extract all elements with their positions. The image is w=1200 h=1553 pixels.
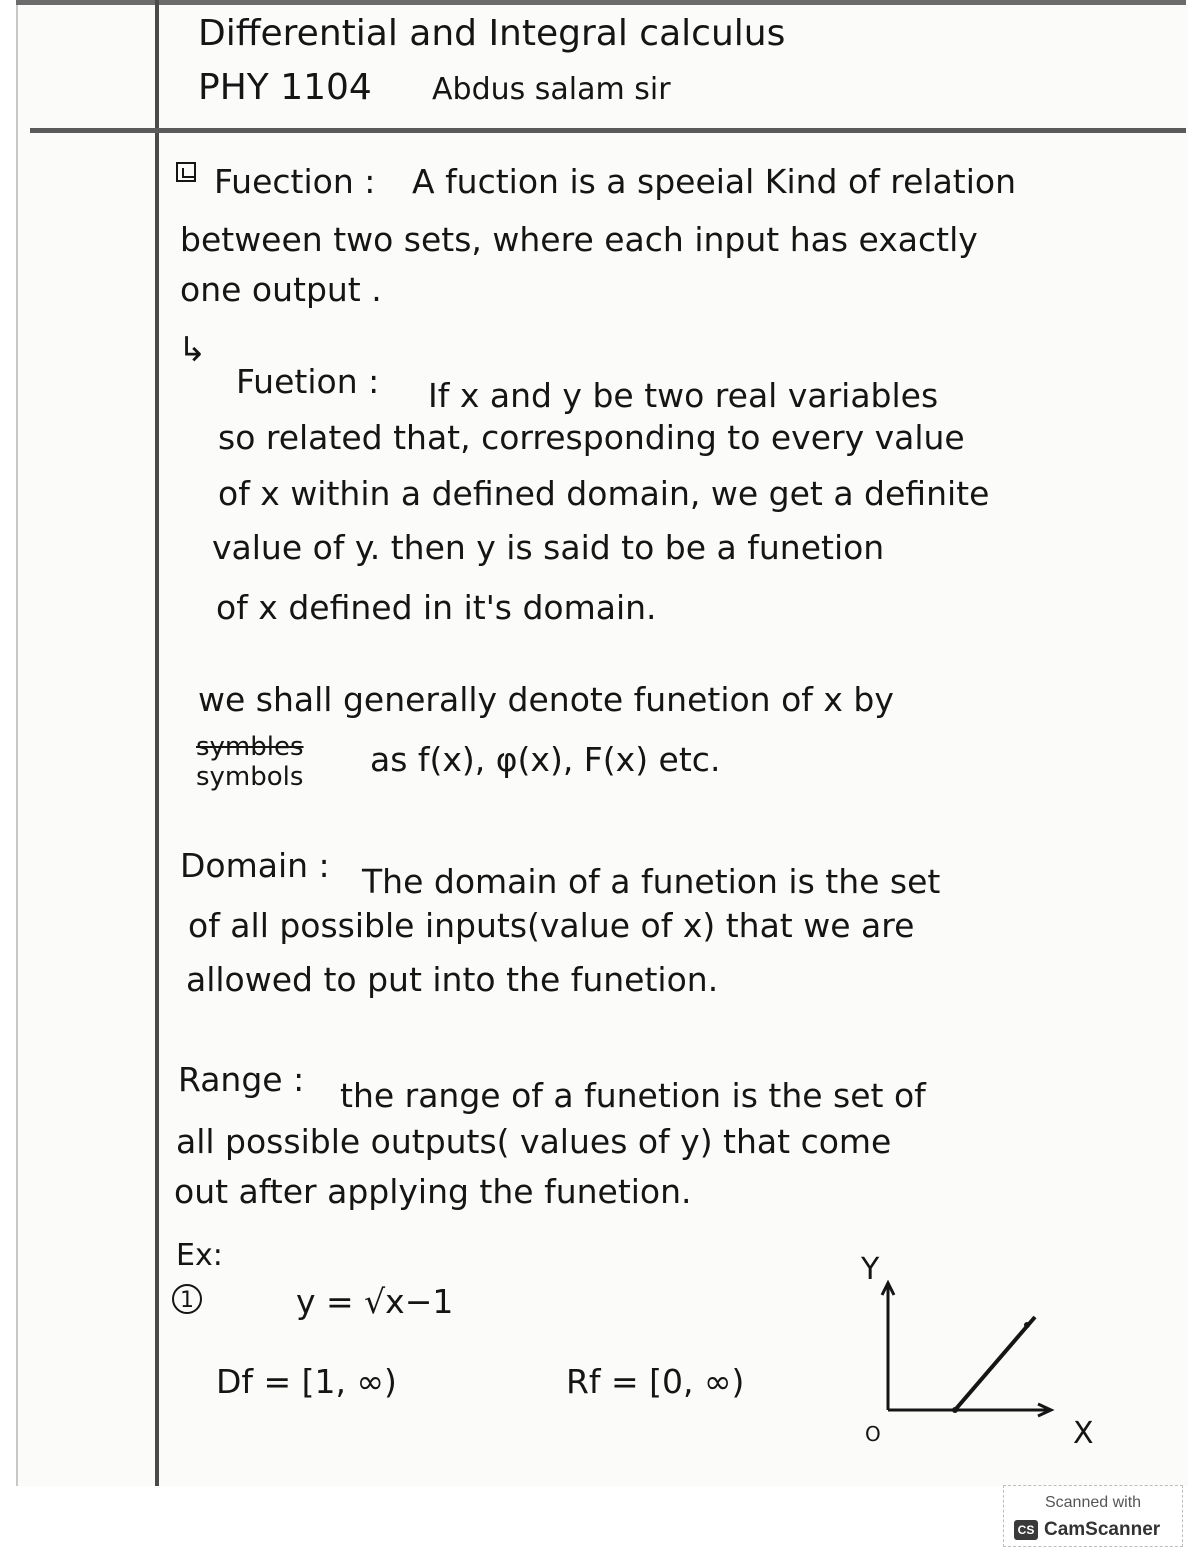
domain-line-1: The domain of a funetion is the set — [362, 862, 941, 901]
margin-line — [155, 0, 159, 1486]
function-alt-line-5: of x defined in it's domain. — [216, 588, 657, 627]
graph-x-label: X — [1073, 1416, 1094, 1451]
domain-line-2: of all possible inputs(value of x) that we are — [188, 906, 915, 945]
function-def-line-3: one output . — [180, 270, 382, 309]
domain-heading: Domain : — [180, 846, 330, 885]
notation-struck-word: symbles — [196, 732, 304, 762]
camscanner-logo-icon: CS — [1014, 1520, 1038, 1540]
graph-start-point — [952, 1407, 958, 1413]
sqrt-graph-sketch — [855, 1255, 1115, 1455]
function-heading: Fuection : — [214, 162, 376, 201]
range-line-1: the range of a funetion is the set of — [340, 1076, 926, 1115]
camscanner-badge — [1003, 1485, 1183, 1547]
function-alt-line-4: value of y. then y is said to be a funetion — [212, 528, 885, 567]
teacher-name: Abdus salam sir — [432, 72, 671, 107]
function-def-line-1: A fuction is a speeial Kind of relation — [412, 162, 1017, 201]
function-alt-line-2: so related that, corresponding to every value — [218, 418, 965, 457]
function-def-line-2: between two sets, where each input has exactly — [180, 220, 978, 259]
domain-line-3: allowed to put into the funetion. — [186, 960, 719, 999]
graph-end-point — [1024, 1322, 1030, 1328]
badge-camscanner: CamScanner — [1044, 1519, 1161, 1540]
course-code: PHY 1104 — [198, 67, 372, 108]
graph-origin-label: O — [865, 1422, 881, 1446]
notation-line-1: we shall generally denote funetion of x by — [198, 680, 894, 719]
checkbox-bullet-icon — [176, 162, 196, 182]
range-line-2: all possible outputs( values of y) that come — [176, 1122, 892, 1161]
example-number: 1 — [172, 1284, 202, 1314]
range-heading: Range : — [178, 1060, 305, 1099]
header-rule — [30, 128, 1186, 133]
range-line-3: out after applying the funetion. — [174, 1172, 692, 1211]
notation-line-2: as f(x), φ(x), F(x) etc. — [370, 740, 721, 779]
course-title: Differential and Integral calculus — [198, 13, 786, 54]
function-alt-line-1: If x and y be two real variables — [428, 376, 939, 415]
graph-curve — [955, 1317, 1035, 1410]
function-alt-line-3: of x within a defined domain, we get a definite — [218, 474, 990, 513]
function-alt-heading: Fuetion : — [236, 362, 380, 401]
hooked-arrow-icon: ↳ — [178, 330, 207, 370]
example-label: Ex: — [176, 1238, 223, 1273]
example-domain: Df = [1, ∞) — [216, 1362, 397, 1401]
top-rule — [16, 0, 1186, 5]
notation-corrected-word: symbols — [196, 762, 304, 792]
example-equation: y = √x−1 — [296, 1282, 454, 1321]
graph-y-label: Y — [861, 1255, 880, 1287]
badge-scanned-with: Scanned with — [1044, 1494, 1142, 1511]
example-range: Rf = [0, ∞) — [566, 1362, 745, 1401]
